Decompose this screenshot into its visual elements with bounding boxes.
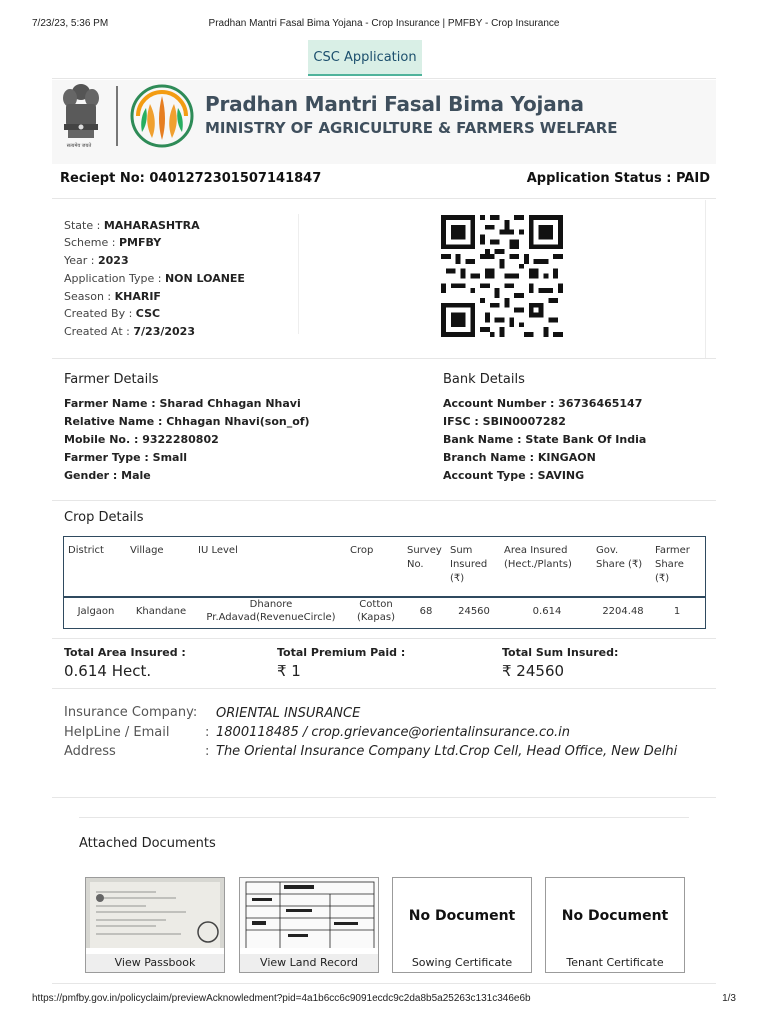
cell-area-insured: 0.614 [532,606,562,617]
info-application-type: Application Type : NON LOANEE [64,272,245,285]
print-page-number: 1/3 [722,993,736,1004]
status-label: Application Status : [526,171,676,186]
total-area-value: 0.614 Hect. [64,662,152,680]
col-village: Village [130,545,164,556]
info-created-by: Created By : CSC [64,307,161,320]
helpline-colon: : [205,725,210,740]
sowing-certificate-card[interactable] [392,877,532,973]
emblem-caption: सत्यमेव जयते [66,143,92,149]
total-sum-value: ₹ 24560 [502,662,565,680]
divider [52,358,716,359]
insurance-company-label: Insurance Company: [64,705,198,720]
logo-divider [116,86,118,146]
cell-survey-no: 68 [419,606,433,617]
cell-crop: Cotton (Kapas) [357,599,395,623]
bank-details-title: Bank Details [443,372,525,387]
cell-gov-share: 2204.48 [602,606,644,617]
farmer-name: Farmer Name : Sharad Chhagan Nhavi [64,397,301,410]
land-record-thumbnail-icon [240,878,378,948]
qr-code-icon [441,213,563,339]
scheme-title: Pradhan Mantri Fasal Bima Yojana [205,92,584,116]
col-survey: Survey No. [407,545,442,570]
divider [52,983,716,984]
sowing-certificate-label: Sowing Certificate [411,956,513,969]
receipt-value: 0401272301507141847 [149,171,322,186]
col-farmer-share: Farmer Share (₹) [655,545,690,584]
address-label: Address [64,744,116,759]
attached-documents-title: Attached Documents [79,836,216,851]
helpline-value[interactable]: 1800118485 / crop.grievance@orientalinsurance.co.in [216,725,571,740]
divider [52,797,716,798]
view-passbook-link[interactable]: View Passbook [86,954,224,972]
farmer-type: Farmer Type : Small [64,451,188,464]
info-scheme: Scheme : PMFBY [64,236,162,249]
col-iu-level: IU Level [198,545,238,556]
divider [52,638,716,639]
receipt-label: Reciept No: [60,171,150,186]
cell-district: Jalgaon [77,606,115,617]
ifsc-code: IFSC : SBIN0007282 [443,415,566,428]
info-season: Season : KHARIF [64,290,161,303]
mobile-number: Mobile No. : 9322280802 [64,433,219,446]
total-area-label: Total Area Insured : [64,646,186,659]
account-number: Account Number : 36736465147 [443,397,643,410]
divider [52,78,716,79]
address-value: The Oriental Insurance Company Ltd.Crop Cell, Head Office, New Delhi [216,744,678,759]
view-land-record-link[interactable]: View Land Record [240,954,378,972]
helpline-label: HelpLine / Email [64,725,170,740]
divider [52,500,716,501]
total-premium-value: ₹ 1 [277,662,301,680]
csc-application-button[interactable]: CSC Application [308,40,422,76]
divider [52,688,716,689]
cell-farmer-share: 1 [673,606,681,617]
print-page-title: Pradhan Mantri Fasal Bima Yojana - Crop Insurance | PMFBY - Crop Insurance [208,18,560,29]
passbook-card[interactable] [85,877,225,973]
branch-name: Branch Name : KINGAON [443,451,596,464]
national-emblem-icon [56,80,106,150]
status-badge: PAID [675,171,710,186]
gender: Gender : Male [64,469,151,482]
col-crop: Crop [350,545,374,556]
insurance-company-value: ORIENTAL INSURANCE [216,706,361,721]
address-colon: : [205,744,210,759]
ministry-title: MINISTRY OF AGRICULTURE & FARMERS WELFARE [205,119,618,137]
info-year: Year : 2023 [64,254,129,267]
info-state: State : MAHARASHTRA [64,219,200,232]
bank-name: Bank Name : State Bank Of India [443,433,647,446]
info-separator [298,214,299,334]
account-type: Account Type : SAVING [443,469,585,482]
land-record-card[interactable] [239,877,379,973]
tenant-certificate-card[interactable] [545,877,685,973]
divider [79,817,689,818]
divider [52,198,716,199]
crop-details-title: Crop Details [64,510,144,525]
pmfby-logo-icon [128,82,196,150]
cell-village: Khandane [135,606,187,617]
total-sum-label: Total Sum Insured: [502,646,619,659]
cell-sum-insured: 24560 [458,606,490,617]
crop-details-table [63,536,706,629]
col-area-insured: Area Insured (Hect./Plants) [504,545,572,570]
application-status [527,171,710,186]
tenant-certificate-label: Tenant Certificate [566,956,664,969]
receipt-number [60,171,321,186]
col-district: District [68,545,104,556]
col-sum-insured: Sum Insured (₹) [450,545,488,584]
total-premium-label: Total Premium Paid : [277,646,406,659]
no-document-text: No Document [408,908,516,924]
farmer-details-title: Farmer Details [64,372,159,387]
print-header [32,18,736,32]
no-document-text: No Document [561,908,669,924]
col-gov-share: Gov. Share (₹) [596,545,643,570]
print-url: https://pmfby.gov.in/policyclaim/previewAcknowledment?pid=4a1b6cc6c9091ecdc9c2da8b5a25263c131c346e6b [32,993,531,1004]
info-created-at: Created At : 7/23/2023 [64,325,195,338]
print-footer [32,993,736,1007]
passbook-thumbnail-icon [86,878,224,948]
cell-iu-level: Dhanore Pr.Adavad(RevenueCircle) [206,599,336,623]
print-datetime: 7/23/23, 5:36 PM [32,18,109,29]
relative-name: Relative Name : Chhagan Nhavi(son_of) [64,415,310,428]
